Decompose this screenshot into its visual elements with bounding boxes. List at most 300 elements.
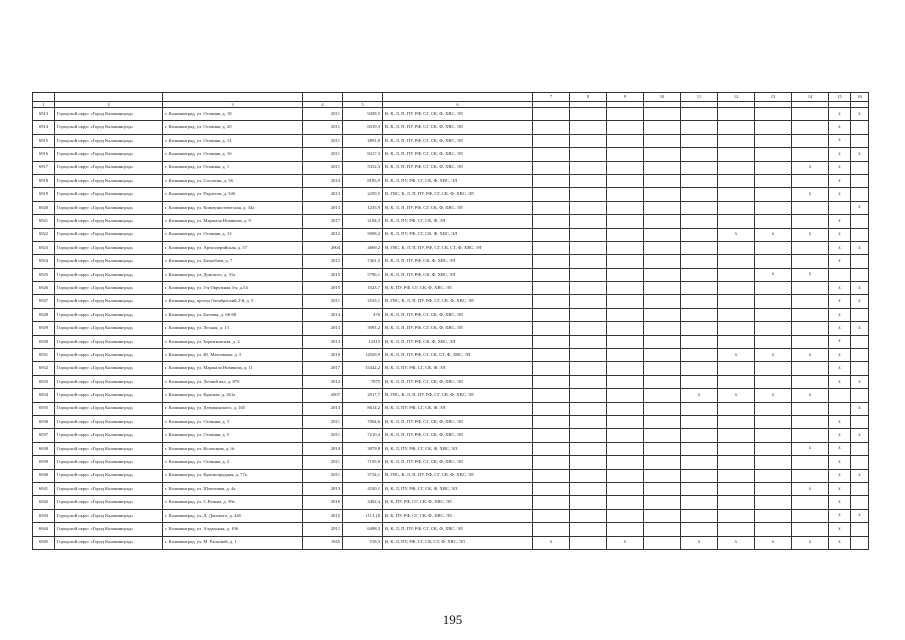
row-number: 6922 <box>33 228 55 241</box>
mark-cell <box>718 509 755 522</box>
mark-cell <box>570 415 607 428</box>
mark-cell: x <box>792 188 829 201</box>
mark-cell <box>570 108 607 121</box>
mark-cell <box>681 215 718 228</box>
mark-cell: x <box>829 134 851 147</box>
mark-cell <box>607 282 644 295</box>
mark-cell <box>851 215 869 228</box>
year-cell: 2013 <box>303 188 343 201</box>
col-num-3: 3 <box>163 102 303 108</box>
mark-cell <box>570 188 607 201</box>
mark-cell <box>607 108 644 121</box>
area-cell: 15442,2 <box>343 362 383 375</box>
elements-cell: В, ГВС, К, Л, П, ПУ, РФ, СГ, СК, Ф, ХВС, ЭЛ <box>383 188 533 201</box>
district-cell: Городской округ «Город Калининград» <box>55 241 163 254</box>
mark-cell: x <box>829 228 851 241</box>
mark-cell <box>718 482 755 495</box>
mark-cell <box>755 415 792 428</box>
mark-cell: x <box>792 268 829 281</box>
mark-cell <box>570 268 607 281</box>
table-row <box>33 174 869 187</box>
mark-cell <box>718 148 755 161</box>
page-number: 195 <box>442 612 463 627</box>
mark-cell <box>755 442 792 455</box>
col-num-13: 13 <box>755 93 792 102</box>
mark-cell <box>570 121 607 134</box>
table-row <box>33 362 869 375</box>
district-cell: Городской округ «Город Калининград» <box>55 496 163 509</box>
mark-cell <box>851 161 869 174</box>
district-cell: Городской округ «Город Калининград» <box>55 134 163 147</box>
year-cell: 2015 <box>303 509 343 522</box>
mark-cell <box>644 188 681 201</box>
elements-cell: В, К, Л, ПУ, РФ, СГ, СК, СТ, Ф, ХВС, ЭЛ <box>383 536 533 549</box>
mark-cell <box>644 108 681 121</box>
mark-cell <box>570 469 607 482</box>
mark-cell <box>681 228 718 241</box>
address-cell: г. Калининград, ул. Летний вал, д. 87б <box>163 375 303 388</box>
mark-cell <box>607 496 644 509</box>
mark-cell <box>533 362 570 375</box>
year-cell: 2013 <box>303 482 343 495</box>
mark-cell <box>792 523 829 536</box>
row-number: 6928 <box>33 308 55 321</box>
mark-cell <box>681 456 718 469</box>
mark-cell <box>681 335 718 348</box>
table-row <box>33 509 869 522</box>
address-cell: г. Калининград, ул. Алданская, д. 106 <box>163 523 303 536</box>
mark-cell <box>533 282 570 295</box>
mark-cell <box>718 308 755 321</box>
mark-cell <box>792 375 829 388</box>
row-number: 6914 <box>33 121 55 134</box>
mark-cell <box>533 496 570 509</box>
mark-cell <box>681 161 718 174</box>
mark-cell: x <box>851 148 869 161</box>
mark-cell <box>792 335 829 348</box>
mark-cell <box>644 161 681 174</box>
mark-cell <box>533 228 570 241</box>
mark-cell <box>533 322 570 335</box>
table-row <box>33 402 869 415</box>
mark-cell <box>718 268 755 281</box>
district-cell: Городской округ «Город Калининград» <box>55 362 163 375</box>
area-cell: 518,3 <box>343 536 383 549</box>
area-cell: 4520,1 <box>343 482 383 495</box>
mark-cell <box>681 469 718 482</box>
row-number: 6927 <box>33 295 55 308</box>
address-cell: г. Калининград, ул. 3-я Окружная 4-я, д.54 <box>163 282 303 295</box>
mark-cell <box>718 108 755 121</box>
mark-cell <box>681 415 718 428</box>
mark-cell <box>718 255 755 268</box>
mark-cell <box>533 389 570 402</box>
year-cell: 2011 <box>303 415 343 428</box>
mark-cell <box>681 255 718 268</box>
mark-cell <box>851 174 869 187</box>
mark-cell <box>681 349 718 362</box>
address-cell: г. Калининград, ул. Осенняя, д. 1 <box>163 161 303 174</box>
mark-cell <box>570 482 607 495</box>
district-cell: Городской округ «Город Калининград» <box>55 161 163 174</box>
table-row <box>33 375 869 388</box>
district-cell: Городской округ «Город Калининград» <box>55 228 163 241</box>
mark-cell <box>644 402 681 415</box>
mark-cell <box>681 295 718 308</box>
row-number: 6918 <box>33 174 55 187</box>
mark-cell <box>755 402 792 415</box>
mark-cell <box>644 536 681 549</box>
mark-cell <box>533 148 570 161</box>
mark-cell: x <box>851 375 869 388</box>
table-row <box>33 349 869 362</box>
mark-cell <box>607 121 644 134</box>
mark-cell: x <box>829 308 851 321</box>
district-cell: Городской округ «Город Калининград» <box>55 148 163 161</box>
mark-cell: x <box>829 429 851 442</box>
row-number: 6933 <box>33 375 55 388</box>
address-cell: г. Калининград, ул. Бережковская, д. 2 <box>163 335 303 348</box>
mark-cell <box>533 429 570 442</box>
table-row <box>33 322 869 335</box>
mark-cell <box>644 282 681 295</box>
mark-cell <box>755 362 792 375</box>
elements-cell: В, К, Л, ПУ, РФ, СГ, СК, Ф, ЭЛ <box>383 402 533 415</box>
elements-cell: В, К, Л, П, ПУ, РФ, СК, Ф, ХВС, ЭЛ <box>383 335 533 348</box>
row-number: 6913 <box>33 108 55 121</box>
mark-cell <box>644 228 681 241</box>
area-cell: 5796,1 <box>343 268 383 281</box>
mark-cell <box>570 442 607 455</box>
mark-cell <box>644 496 681 509</box>
mark-cell <box>644 322 681 335</box>
address-cell: г. Калининград, ул. М. Расковой, д. 1 <box>163 536 303 549</box>
mark-cell: x <box>829 349 851 362</box>
mark-cell <box>792 241 829 254</box>
address-cell: г. Калининград, ул. Баскобаев, д. 7 <box>163 255 303 268</box>
col-num-4: 4 <box>303 102 343 108</box>
mark-cell <box>718 402 755 415</box>
mark-cell <box>644 255 681 268</box>
mark-cell <box>607 161 644 174</box>
col-num-5: 5 <box>343 102 383 108</box>
year-cell: 2004 <box>303 241 343 254</box>
row-number: 6940 <box>33 469 55 482</box>
mark-cell <box>570 241 607 254</box>
mark-cell <box>607 322 644 335</box>
mark-cell <box>570 375 607 388</box>
mark-cell <box>533 295 570 308</box>
row-number: 6943 <box>33 509 55 522</box>
mark-cell <box>755 174 792 187</box>
district-cell: Городской округ «Город Калининград» <box>55 255 163 268</box>
mark-cell <box>681 402 718 415</box>
mark-cell <box>607 201 644 214</box>
mark-cell <box>533 134 570 147</box>
mark-cell <box>792 201 829 214</box>
address-cell: г. Калининград, ул. Осенняя, д. 2 <box>163 456 303 469</box>
mark-cell <box>718 282 755 295</box>
elements-cell: В, К, Л, П, ПУ, РФ, СГ, СК, Ф, ХВС, ЭЛ <box>383 121 533 134</box>
mark-cell: x <box>829 121 851 134</box>
area-cell: 2259,5 <box>343 188 383 201</box>
table-row <box>33 268 869 281</box>
mark-cell <box>755 496 792 509</box>
elements-cell: В, К, ПУ, РФ, СГ, СК, Ф, ХВС, ЭЛ <box>383 509 533 522</box>
row-number: 6939 <box>33 456 55 469</box>
mark-cell <box>755 282 792 295</box>
table-row <box>33 228 869 241</box>
mark-cell <box>607 295 644 308</box>
register-table-sheet <box>32 92 868 550</box>
mark-cell <box>533 215 570 228</box>
mark-cell <box>570 255 607 268</box>
mark-cell <box>607 389 644 402</box>
area-cell: 7004,6 <box>343 415 383 428</box>
mark-cell: x <box>829 174 851 187</box>
address-cell: г. Калининград, ул. С.Разина, д. 39а <box>163 496 303 509</box>
district-cell: Городской округ «Город Калининград» <box>55 215 163 228</box>
mark-cell <box>533 402 570 415</box>
row-number: 6924 <box>33 255 55 268</box>
col-num-9: 9 <box>607 93 644 102</box>
address-cell: г. Калининград, ул. Дзержинского, д. 165 <box>163 402 303 415</box>
mark-cell <box>681 121 718 134</box>
row-number: 6936 <box>33 415 55 428</box>
mark-cell <box>792 469 829 482</box>
year-cell: 2011 <box>303 429 343 442</box>
mark-cell <box>570 496 607 509</box>
row-number: 6931 <box>33 349 55 362</box>
mark-cell: x <box>718 389 755 402</box>
year-cell: 2013 <box>303 201 343 214</box>
address-cell: г. Калининград, ул. Осенняя, д. 16 <box>163 148 303 161</box>
address-cell: г. Калининград, ул. Радистов, д. 34б <box>163 188 303 201</box>
mark-cell <box>792 322 829 335</box>
elements-cell: В, К, Л, ПУ, РФ, СГ, СК, Ф, ХВС, ЭЛ <box>383 174 533 187</box>
mark-cell <box>718 188 755 201</box>
address-cell: г. Калининград, ул. Осенняя, д. 3 <box>163 415 303 428</box>
area-cell: 3079,8 <box>343 442 383 455</box>
mark-cell: x <box>851 201 869 214</box>
address-cell: г. Калининград, ул. Осенняя, д. 14 <box>163 134 303 147</box>
row-number: 6926 <box>33 282 55 295</box>
area-cell: 7875 <box>343 375 383 388</box>
mark-cell <box>533 241 570 254</box>
year-cell: 2010 <box>303 349 343 362</box>
district-cell: Городской округ «Город Калининград» <box>55 349 163 362</box>
mark-cell: x <box>829 469 851 482</box>
row-number: 6941 <box>33 482 55 495</box>
address-cell: г. Калининград, ул. Маршала Новикова, д. 11 <box>163 362 303 375</box>
mark-cell <box>607 188 644 201</box>
mark-cell: x <box>792 349 829 362</box>
district-cell: Городской округ «Город Калининград» <box>55 174 163 187</box>
address-cell: г. Калининград, ул. Д. Донского, д. 44б <box>163 509 303 522</box>
elements-cell: В, ГВС, К, Л, П, ПУ, РФ, СГ, СК, Ф, ХВС, ЭЛ <box>383 389 533 402</box>
district-cell: Городской округ «Город Калининград» <box>55 188 163 201</box>
mark-cell <box>570 523 607 536</box>
mark-cell <box>533 268 570 281</box>
table-row <box>33 496 869 509</box>
table-row <box>33 108 869 121</box>
mark-cell <box>718 469 755 482</box>
mark-cell <box>755 375 792 388</box>
district-cell: Городской округ «Город Калининград» <box>55 389 163 402</box>
mark-cell: x <box>851 108 869 121</box>
mark-cell <box>851 188 869 201</box>
mark-cell <box>570 536 607 549</box>
mark-cell <box>533 482 570 495</box>
table-row <box>33 241 869 254</box>
mark-cell <box>681 523 718 536</box>
area-cell: 9458,5 <box>343 108 383 121</box>
mark-cell <box>644 415 681 428</box>
year-cell: 1945 <box>303 536 343 549</box>
row-number: 6915 <box>33 134 55 147</box>
mark-cell <box>792 456 829 469</box>
mark-cell <box>570 429 607 442</box>
mark-cell: x <box>792 442 829 455</box>
col-num-14: 14 <box>792 93 829 102</box>
address-cell: г. Калининград, ул. Краснопрудная, д. 77а <box>163 469 303 482</box>
district-cell: Городской округ «Город Калининград» <box>55 456 163 469</box>
table-row <box>33 215 869 228</box>
elements-cell: В, К, Л, П, ПУ, РФ, СГ, СК, Ф, ХВС, ЭЛ <box>383 161 533 174</box>
year-cell: 2014 <box>303 308 343 321</box>
elements-cell: В, ГВС, К, Л, П, ПУ, РФ, СГ, СК, СТ, Ф, ХВС, ЭЛ <box>383 241 533 254</box>
mark-cell <box>533 308 570 321</box>
table-row <box>33 148 869 161</box>
year-cell: 2017 <box>303 215 343 228</box>
mark-cell <box>718 415 755 428</box>
mark-cell <box>851 121 869 134</box>
mark-cell: x <box>829 496 851 509</box>
mark-cell <box>644 482 681 495</box>
year-cell: 2012 <box>303 228 343 241</box>
mark-cell <box>851 362 869 375</box>
year-cell: 2011 <box>303 456 343 469</box>
mark-cell <box>718 362 755 375</box>
mark-cell <box>607 349 644 362</box>
elements-cell: В, К, Л, П, ПУ, РФ, СГ, СК, Ф, ХВС, ЭЛ <box>383 415 533 428</box>
mark-cell <box>718 161 755 174</box>
area-cell: 3991,2 <box>343 322 383 335</box>
area-cell: 2184,3 <box>343 215 383 228</box>
area-cell: 4669,2 <box>343 241 383 254</box>
year-cell: 2007 <box>303 389 343 402</box>
mark-cell <box>570 201 607 214</box>
area-cell: 7195,8 <box>343 456 383 469</box>
mark-cell <box>570 308 607 321</box>
mark-cell: x <box>681 389 718 402</box>
table-row <box>33 134 869 147</box>
mark-cell <box>607 134 644 147</box>
mark-cell <box>607 308 644 321</box>
mark-cell <box>570 215 607 228</box>
table-row <box>33 456 869 469</box>
mark-cell <box>570 349 607 362</box>
mark-cell <box>718 375 755 388</box>
mark-cell: x <box>533 536 570 549</box>
mark-cell: x <box>829 255 851 268</box>
table-row <box>33 469 869 482</box>
row-number: 6938 <box>33 442 55 455</box>
elements-cell: В, К, Л, ПУ, РФ, СГ, СК, Ф, ХВС, ЭЛ <box>383 442 533 455</box>
elements-cell: В, К, Л, ПУ, РФ, СГ, СК, Ф, ЭЛ <box>383 215 533 228</box>
mark-cell <box>851 228 869 241</box>
elements-cell: В, К, Л, П, ПУ, РФ, СГ, СК, СТ, Ф, ХВС, ЭЛ <box>383 349 533 362</box>
mark-cell: x <box>851 295 869 308</box>
table-row <box>33 308 869 321</box>
year-cell: 2013 <box>303 335 343 348</box>
mark-cell: x <box>829 442 851 455</box>
address-cell: г. Калининград, ул. Согласия, д. 36 <box>163 174 303 187</box>
elements-cell: В, К, Л, П, ПУ, РФ, СГ, СК, Ф, ХВС, ЭЛ <box>383 108 533 121</box>
mark-cell <box>570 282 607 295</box>
buildings-register-table <box>32 92 869 550</box>
mark-cell <box>533 509 570 522</box>
mark-cell <box>718 335 755 348</box>
address-cell: г. Калининград, ул. Артиллерийская, д. 57 <box>163 241 303 254</box>
year-cell: 2015 <box>303 268 343 281</box>
mark-cell <box>607 523 644 536</box>
mark-cell <box>755 201 792 214</box>
mark-cell <box>755 509 792 522</box>
elements-cell: В, К, ПУ, РФ, СГ, СК, Ф, ХВС, ЭЛ <box>383 496 533 509</box>
mark-cell <box>533 523 570 536</box>
mark-cell <box>851 415 869 428</box>
mark-cell: x <box>792 389 829 402</box>
mark-cell: x <box>829 335 851 348</box>
mark-cell <box>644 349 681 362</box>
mark-cell <box>607 174 644 187</box>
mark-cell <box>718 215 755 228</box>
mark-cell <box>533 456 570 469</box>
mark-cell <box>792 174 829 187</box>
mark-cell <box>570 161 607 174</box>
address-cell: г. Калининград, ул. Осенняя, д. 18 <box>163 108 303 121</box>
table-row <box>33 201 869 214</box>
mark-cell: x <box>851 282 869 295</box>
row-number: 6937 <box>33 429 55 442</box>
mark-cell <box>681 375 718 388</box>
mark-cell: x <box>792 228 829 241</box>
area-cell: 8419,3 <box>343 121 383 134</box>
mark-cell <box>792 308 829 321</box>
mark-cell <box>533 121 570 134</box>
mark-cell <box>607 215 644 228</box>
row-number: 6934 <box>33 389 55 402</box>
table-row <box>33 442 869 455</box>
mark-cell <box>681 442 718 455</box>
mark-cell <box>755 215 792 228</box>
year-cell: 2011 <box>303 148 343 161</box>
col-num-11: 11 <box>681 93 718 102</box>
header-blank-row <box>33 93 869 102</box>
mark-cell <box>644 469 681 482</box>
district-cell: Городской округ «Город Калининград» <box>55 108 163 121</box>
area-cell: 12315 <box>343 335 383 348</box>
mark-cell <box>851 442 869 455</box>
year-cell: 2017 <box>303 362 343 375</box>
mark-cell <box>681 362 718 375</box>
mark-cell <box>755 161 792 174</box>
mark-cell <box>533 349 570 362</box>
address-cell: г. Калининград, ул. Батовая, д. 66-68 <box>163 308 303 321</box>
mark-cell <box>755 429 792 442</box>
mark-cell <box>644 174 681 187</box>
